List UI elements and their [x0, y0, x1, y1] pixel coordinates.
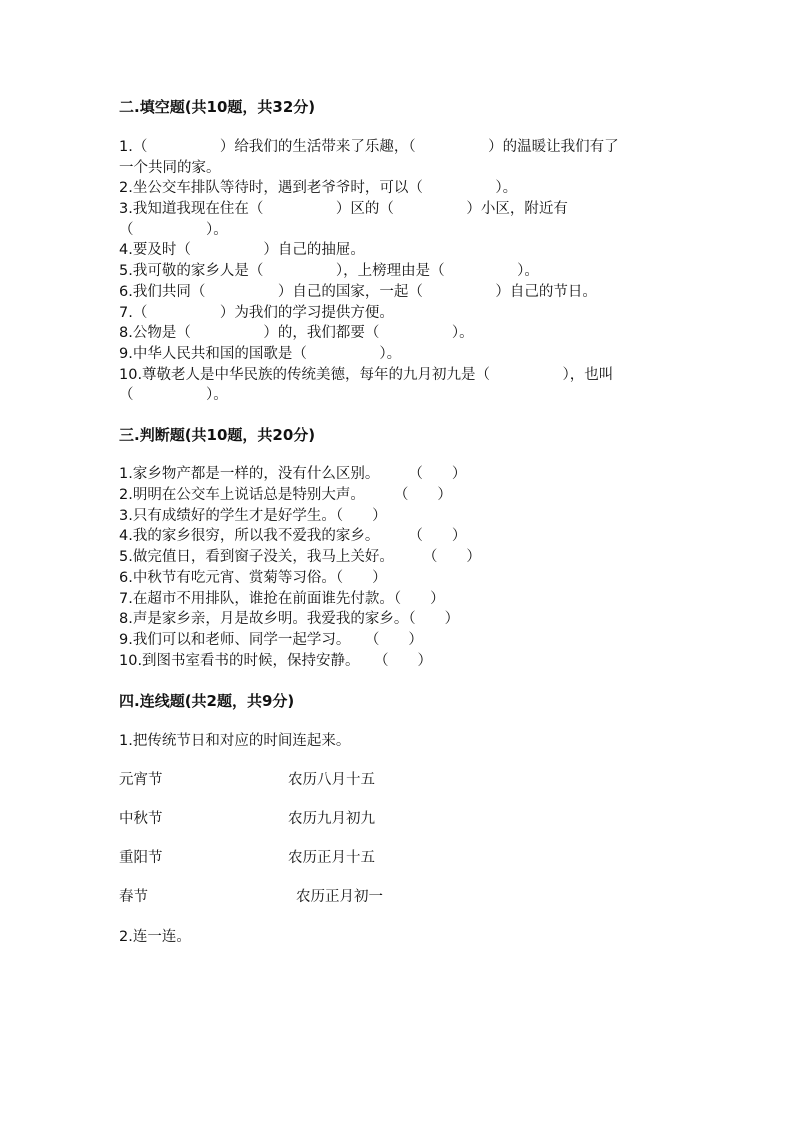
true-false-q2: 2.明明在公交车上说话总是特别大声。 （ ）: [119, 487, 452, 503]
date-label: 农历正月十五: [288, 850, 375, 866]
fill-blank-q1-line1: 1.（ ）给我们的生活带来了乐趣，（ ）的温暖让我们有了: [119, 139, 619, 155]
fill-blank-q5: 5.我可敬的家乡人是（ ），上榜理由是（ ）。: [119, 263, 539, 279]
fill-blank-q6: 6.我们共同（ ）自己的国家，一起（ ）自己的节日。: [119, 284, 597, 300]
festival-label: 重阳节: [119, 850, 163, 866]
true-false-q1: 1.家乡物产都是一样的，没有什么区别。 （ ）: [119, 466, 467, 482]
fill-blank-q10-line1: 10.尊敬老人是中华民族的传统美德，每年的九月初九是（ ），也叫: [119, 367, 614, 383]
matching-q2: 2.连一连。: [119, 929, 191, 945]
festival-label: 中秋节: [119, 811, 163, 827]
date-label: 农历八月十五: [288, 772, 375, 788]
date-label: 农历九月初九: [288, 811, 375, 827]
true-false-q10: 10.到图书室看书的时候，保持安静。 （ ）: [119, 653, 433, 669]
true-false-q9: 9.我们可以和老师、同学一起学习。 （ ）: [119, 632, 423, 648]
fill-blank-q10-line2: （ ）。: [119, 387, 228, 403]
true-false-q6: 6.中秋节有吃元宵、赏菊等习俗。（ ）: [119, 570, 387, 586]
true-false-q3: 3.只有成绩好的学生才是好学生。（ ）: [119, 508, 387, 524]
fill-blank-q8: 8.公物是（ ）的，我们都要（ ）。: [119, 325, 474, 341]
fill-blank-q9: 9.中华人民共和国的国歌是（ ）。: [119, 346, 402, 362]
date-label: 农历正月初一: [296, 889, 383, 905]
section-title-fill-blank: 二.填空题(共10题，共32分): [119, 98, 316, 116]
fill-blank-q7: 7.（ ）为我们的学习提供方便。: [119, 305, 394, 321]
fill-blank-q2: 2.坐公交车排队等待时，遇到老爷爷时，可以（ ）。: [119, 180, 518, 196]
true-false-q4: 4.我的家乡很穷，所以我不爱我的家乡。 （ ）: [119, 528, 467, 544]
fill-blank-q3-line1: 3.我知道我现在住在（ ）区的（ ）小区，附近有: [119, 201, 568, 217]
fill-blank-q3-line2: （ ）。: [119, 222, 228, 238]
festival-label: 元宵节: [119, 772, 163, 788]
section-title-true-false: 三.判断题(共10题，共20分): [119, 426, 316, 444]
fill-blank-q4: 4.要及时（ ）自己的抽屉。: [119, 242, 365, 258]
section-title-matching: 四.连线题(共2题，共9分): [119, 692, 295, 710]
fill-blank-q1-line2: 一个共同的家。: [119, 160, 221, 176]
festival-label: 春节: [119, 889, 148, 905]
true-false-q8: 8.声是家乡亲，月是故乡明。我爱我的家乡。（ ）: [119, 611, 460, 627]
true-false-q5: 5.做完值日，看到窗子没关，我马上关好。 （ ）: [119, 549, 481, 565]
matching-q1: 1.把传统节日和对应的时间连起来。: [119, 733, 351, 749]
true-false-q7: 7.在超市不用排队，谁抢在前面谁先付款。（ ）: [119, 591, 445, 607]
